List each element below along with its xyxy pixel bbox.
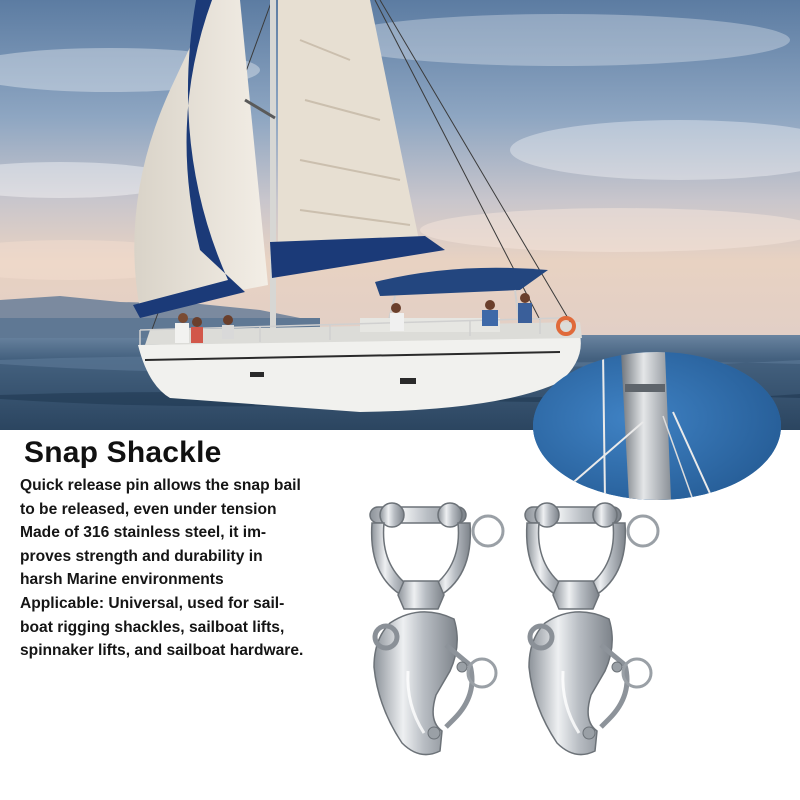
description-line: Made of 316 stainless steel, it im- xyxy=(20,524,267,542)
description-line: boat rigging shackles, sailboat lifts, xyxy=(20,618,285,636)
rigging-closeup-photo xyxy=(533,352,781,500)
description-line: harsh Marine environments xyxy=(20,571,224,589)
description-line: Applicable: Universal, used for sail- xyxy=(20,594,285,612)
product-title: Snap Shackle xyxy=(24,436,222,469)
description-line: proves strength and durability in xyxy=(20,547,263,565)
product-description xyxy=(20,474,332,663)
snap-shackle-photo xyxy=(330,495,800,795)
description-line: Quick release pin allows the snap bail xyxy=(20,477,301,494)
description-line: to be released, even under tension xyxy=(20,500,277,518)
description-line: spinnaker lifts, and sailboat hardware. xyxy=(20,642,304,660)
